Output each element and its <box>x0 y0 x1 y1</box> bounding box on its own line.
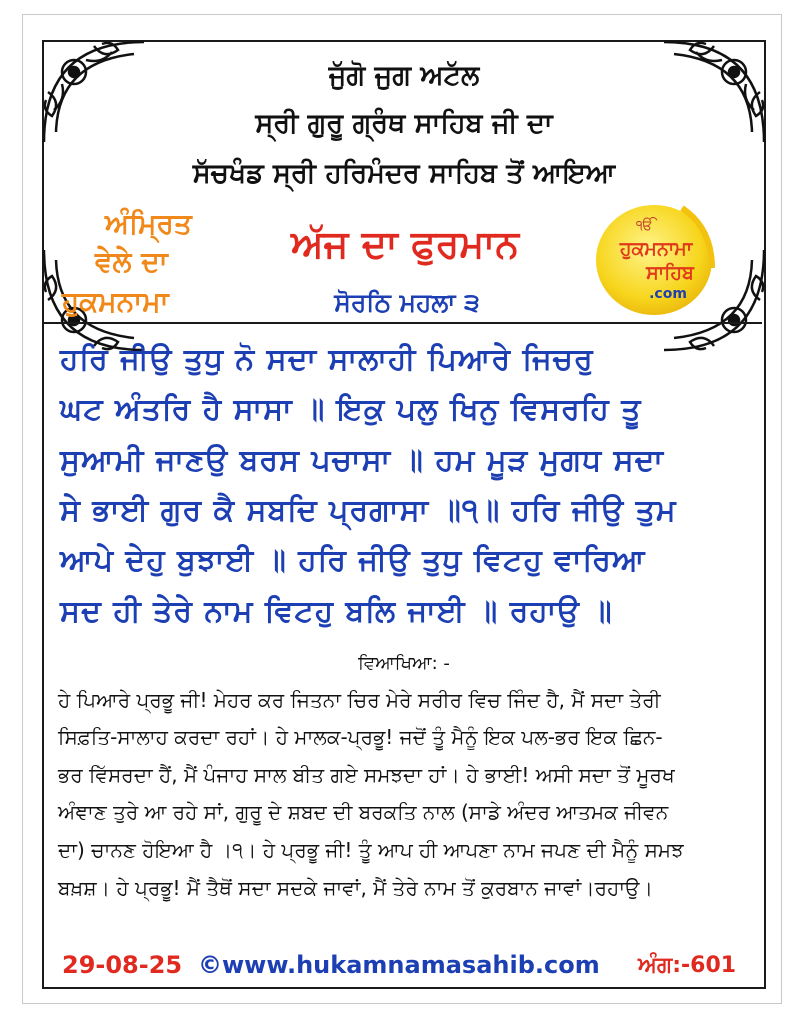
explanation-line: ਅੰਞਾਣ ਤੁਰੇ ਆ ਰਹੇ ਸਾਂ, ਗੁਰੂ ਦੇ ਸ਼ਬਦ ਦੀ ਬਰਕਤਿ ਨਾਲ (ਸਾਡੇ ਅੰਦਰ ਆਤਮਕ ਜੀਵਨ <box>58 800 669 824</box>
footer-ang-number: ਅੰਗ:-601 <box>638 953 737 978</box>
page-title: ਅੱਜ ਦਾ ਫੁਰਮਾਨ <box>291 222 519 266</box>
logo-text-line-3: .com <box>649 286 687 302</box>
verse-line: ਆਪੇ ਦੇਹੁ ਬੁਝਾਈ ॥ ਹਰਿ ਜੀਉ ਤੁਧੁ ਵਿਟਹੁ ਵਾਰਿਆ <box>60 543 646 578</box>
header-line-1: ਜੁੱਗੋ ਜੁਗ ਅਟੱਲ <box>328 60 480 91</box>
footer-website-link[interactable]: ©www.hukamnamasahib.com <box>198 951 600 979</box>
verse-line: ਸੇ ਭਾਈ ਗੁਰ ਕੈ ਸਬਦਿ ਪ੍ਰਗਾਸਾ ॥੧॥ ਹਰਿ ਜੀਉ ਤੁਮ <box>60 493 677 528</box>
explanation-line: ਸਿਫ਼ਤਿ-ਸਾਲਾਹ ਕਰਦਾ ਰਹਾਂ। ਹੇ ਮਾਲਕ-ਪ੍ਰਭੂ! ਜਦੋਂ ਤੂੰ ਮੈਨੂੰ ਇਕ ਪਲ-ਭਰ ਇਕ ਛਿਨ- <box>58 725 663 749</box>
verse-line: ਹਰਿ ਜੀਉ ਤੁਧੁ ਨੋ ਸਦਾ ਸਾਲਾਹੀ ਪਿਆਰੇ ਜਿਚਰੁ <box>60 342 594 377</box>
footer-date: 29-08-25 <box>62 951 183 979</box>
verse-line: ਸਦ ਹੀ ਤੇਰੇ ਨਾਮ ਵਿਟਹੁ ਬਲਿ ਜਾਈ ॥ ਰਹਾਉ ॥ <box>60 594 613 629</box>
explanation-line: ਹੇ ਪਿਆਰੇ ਪ੍ਰਭੂ ਜੀ! ਮੇਹਰ ਕਰ ਜਿਤਨਾ ਚਿਰ ਮੇਰੇ ਸਰੀਰ ਵਿਚ ਜਿੰਦ ਹੈ, ਮੈਂ ਸਦਾ ਤੇਰੀ <box>58 688 661 712</box>
amrit-label-line-2: ਵੇਲੇ ਦਾ <box>95 245 168 278</box>
header-line-2: ਸ੍ਰੀ ਗੁਰੂ ਗ੍ਰੰਥ ਸਾਹਿਬ ਜੀ ਦਾ <box>255 108 553 139</box>
amrit-label-line-3: ਹੁਕਮਨਾਮਾ <box>62 285 169 318</box>
vyakhya-label: ਵਿਆਖਿਆ: - <box>358 653 450 674</box>
header-divider <box>44 322 762 324</box>
verse-line: ਸੁਆਮੀ ਜਾਣਉ ਬਰਸ ਪਚਾਸਾ ॥ ਹਮ ਮੂੜ ਮੁਗਧ ਸਦਾ <box>60 443 664 478</box>
explanation-line: ਦਾ) ਚਾਨਣ ਹੋਇਆ ਹੈ ।੧। ਹੇ ਪ੍ਰਭੂ ਜੀ! ਤੂੰ ਆਪ ਹੀ ਆਪਣਾ ਨਾਮ ਜਪਣ ਦੀ ਮੈਨੂੰ ਸਮਝ <box>58 838 684 862</box>
explanation-line: ਬਖ਼ਸ਼। ਹੇ ਪ੍ਰਭੂ! ਮੈਂ ਤੈਥੋਂ ਸਦਾ ਸਦਕੇ ਜਾਵਾਂ, ਮੈਂ ਤੇਰੇ ਨਾਮ ਤੋਂ ਕੁਰਬਾਨ ਜਾਵਾਂ।ਰਹਾਉ। <box>58 876 654 900</box>
explanation-line: ਭਰ ਵਿੱਸਰਦਾ ਹੈਂ, ਮੈਂ ਪੰਜਾਹ ਸਾਲ ਬੀਤ ਗਏ ਸਮਝਦਾ ਹਾਂ। ਹੇ ਭਾਈ! ਅਸੀ ਸਦਾ ਤੋਂ ਮੂਰਖ <box>58 763 675 787</box>
svg-text:ੴ: ੴ <box>636 218 654 234</box>
header-line-3: ਸੱਚਖੰਡ ਸ੍ਰੀ ਹਰਿਮੰਦਰ ਸਾਹਿਬ ਤੋਂ ਆਇਆ <box>192 158 616 189</box>
logo-text-line-1: ਹੁਕਮਨਾਮਾ <box>619 238 693 260</box>
logo-text-line-2: ਸਾਹਿਬ <box>646 262 694 284</box>
amrit-label-line-1: ਅੰਮ੍ਰਿਤ <box>105 207 192 240</box>
raag-heading: ਸੋਰਠਿ ਮਹਲਾ ੩ <box>334 288 480 317</box>
verse-line: ਘਟ ਅੰਤਰਿ ਹੈ ਸਾਸਾ ॥ ਇਕੁ ਪਲੁ ਖਿਨੁ ਵਿਸਰਹਿ ਤੂ <box>60 392 642 427</box>
